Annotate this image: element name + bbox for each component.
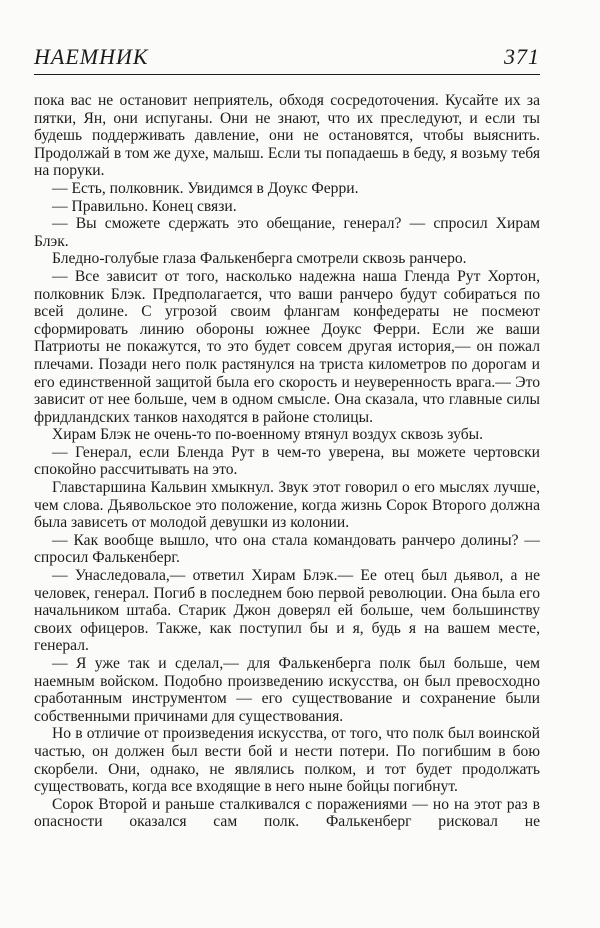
paragraph: — Вы сможете сдержать это обещание, генерал? — спросил Хирам Блэк. (34, 215, 540, 250)
header-rule (34, 74, 540, 75)
paragraph: Бледно-голубые глаза Фалькенберга смотрели сквозь ранчеро. (52, 250, 467, 268)
book-title: НАЕМНИК (34, 44, 149, 69)
paragraph: — Есть, полковник. Увидимся в Доукс Ферри. (52, 179, 359, 197)
paragraph: — Я уже так и сделал,— для Фалькенберга полк был больше, чем наемным войском. Подобно произведению искусства, он был превосходно сработанным инструментом — его существование и сохранение были собственными причинами для существования. (34, 655, 540, 725)
paragraph: Главстаршина Кальвин хмыкнул. Звук этот говорил о его мыслях лучше, чем слова. Дьявольское это положение, когда жизнь Сорок Второго должна была зависеть от молодой девушки из колонии. (34, 479, 540, 532)
paragraph: Сорок Второй и раньше сталкивался с поражениями — но на этот раз в опасности оказался сам полк. Фалькенберг рисковал не (34, 795, 540, 831)
paragraph: пока вас не остановит неприятель, обходя сосредоточения. Кусайте их за пятки, Ян, они испуганы. Они не знают, что их преследуют, и если ты будешь поддерживать давление, они не остановятся, чтобы выяснить. Продолжай в том же духе, малыш. Если ты попадаешь в беду, я возьму тебя на поруки. (34, 92, 540, 180)
paragraph: — Все зависит от того, насколько надежна наша Гленда Рут Хортон, полковник Блэк. Предполагается, что ваши ранчеро будут собираться по всей долине. С угрозой своим флангам конфедераты не посмеют сформировать линию обороны южнее Доукс Ферри. Если же ваши Патриоты не покажутся, то это будет совсем другая история,— он пожал плечами. Позади него полк растянулся на триста километров по дорогам и его единственной защитой была его скорость и неуверенность врага.— Это зависит от нее больше, чем в одном смысле. Она сказала, что главные силы фридландских танков находятся в районе столицы. (34, 267, 540, 426)
paragraph: — Как вообще вышло, что она стала командовать ранчеро долины? — спросил Фалькенберг. (34, 531, 540, 567)
paragraph: — Генерал, если Бленда Рут в чем-то уверена, вы можете чертовски спокойно рассчитывать на это. (34, 443, 540, 479)
paragraph: — Унаследовала,— ответил Хирам Блэк.— Ее отец был дьявол, а не человек, генерал. Погиб в последнем бою первой революции. Она была его начальником штаба. Старик Джон доверял ей больше, чем большинству своих офицеров. Также, как поступил бы и я, будь я на вашем месте, генерал. (34, 567, 540, 655)
running-header (34, 44, 540, 74)
paragraph: — Правильно. Конец связи. (52, 197, 237, 215)
page-number: 371 (504, 44, 540, 69)
body-text (34, 92, 540, 831)
paragraph: Хирам Блэк не очень-то по-военному втянул воздух сквозь зубы. (52, 426, 484, 444)
paragraph: Но в отличие от произведения искусства, от того, что полк был воинской частью, он должен был вести бой и нести потери. По погибшим в бою скорбели. Они, однако, не являлись полком, и тот будет продолжать существовать, когда все входящие в него ныне бойцы погибнут. (34, 725, 540, 796)
